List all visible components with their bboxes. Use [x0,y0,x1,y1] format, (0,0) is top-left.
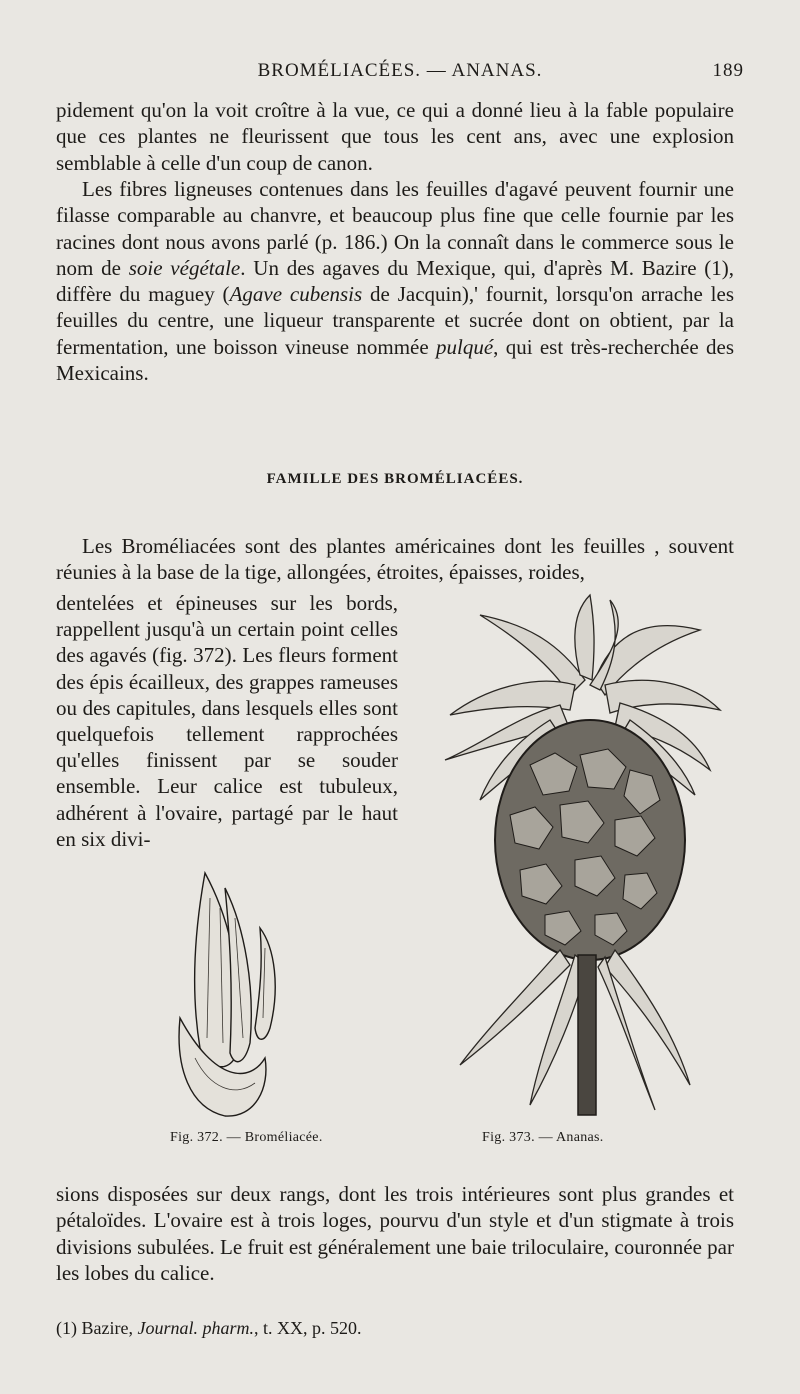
paragraph-bromeliaceae-intro: Les Broméliacées sont des plantes américaines dont les feuilles , souvent réunies à la base de la tige, allongées, étroites, épaisses, roides, [56,534,734,585]
paragraph-continuation: pidement qu'on la voit croître à la vue, ce qui a donné lieu à la fable populaire que ces plantes ne fleurissent que tous les cent ans, avec une explosion semblable à celle d'un coup de canon. [56,98,734,175]
footnote-text: (1) Bazire, [56,1318,138,1338]
bromeliad-flower-illustration [165,868,290,1123]
pineapple-illustration [410,585,740,1125]
paragraph-text: Les fibres ligneuses contenues dans les feuilles d'agavé peuvent fournir une filasse comparable au chanvre, et beaucoup plus fine que celle fournie par les racines dont nous avons parlé (p. 186.) On la connaît dans le commerce sous le nom de [56,177,734,280]
footnote-journal: Journal. pharm. [137,1318,254,1338]
section-heading: FAMILLE DES BROMÉLIACÉES. [266,471,524,487]
figure-caption-372: Fig. 372. — Broméliacée. [170,1130,323,1145]
paragraph-text: . Un des agaves du Mexique, qui, d'après M. Bazire (1), diffère du maguey ( [56,255,735,307]
paragraph-text: , qui est très-recherchée des Mexicains. [56,334,734,386]
paragraph-wrapped-text: dentelées et épineuses sur les bords, rappellent jusqu'à un certain point celles des agavés (fig. 372). Les fleurs forment des épis écailleux, des grappes rameuses ou des capitules, dans lesquels elles sont quelquefois tellement rapprochées qu'elles finissent par se souder ensemble. Leur calice est tubuleux, adhérent à l'ovaire, partagé par le haut en six divi- [56,591,398,851]
paragraph-text: de Jacquin),' fournit, lorsqu'on arrache les feuilles du centre, une liqueur transparente et sucrée dont on obtient, par la fermentation, une boisson vineuse nommée [56,282,735,359]
paragraph-flower-description: sions disposées sur deux rangs, dont les trois intérieures sont plus grandes et pétaloïdes. L'ovaire est à trois loges, pourvu d'un style et d'un stigmate à trois divisions subulées. Le fruit est généralement une baie triloculaire, couronnée par les lobes du calice. [56,1182,734,1285]
running-head [56,60,744,90]
figure-caption-373: Fig. 373. — Ananas. [482,1130,604,1145]
paragraph-agave-fibres [56,176,734,386]
italic-species: Agave cubensis [229,282,363,307]
italic-term: pulqué [436,334,494,359]
italic-term: soie végétale [128,255,241,280]
page-number: 189 [712,60,744,81]
footnote-text: , t. XX, p. 520. [253,1318,362,1338]
running-title: BROMÉLIACÉES. — ANANAS. [257,60,543,81]
footnote [56,1318,361,1339]
